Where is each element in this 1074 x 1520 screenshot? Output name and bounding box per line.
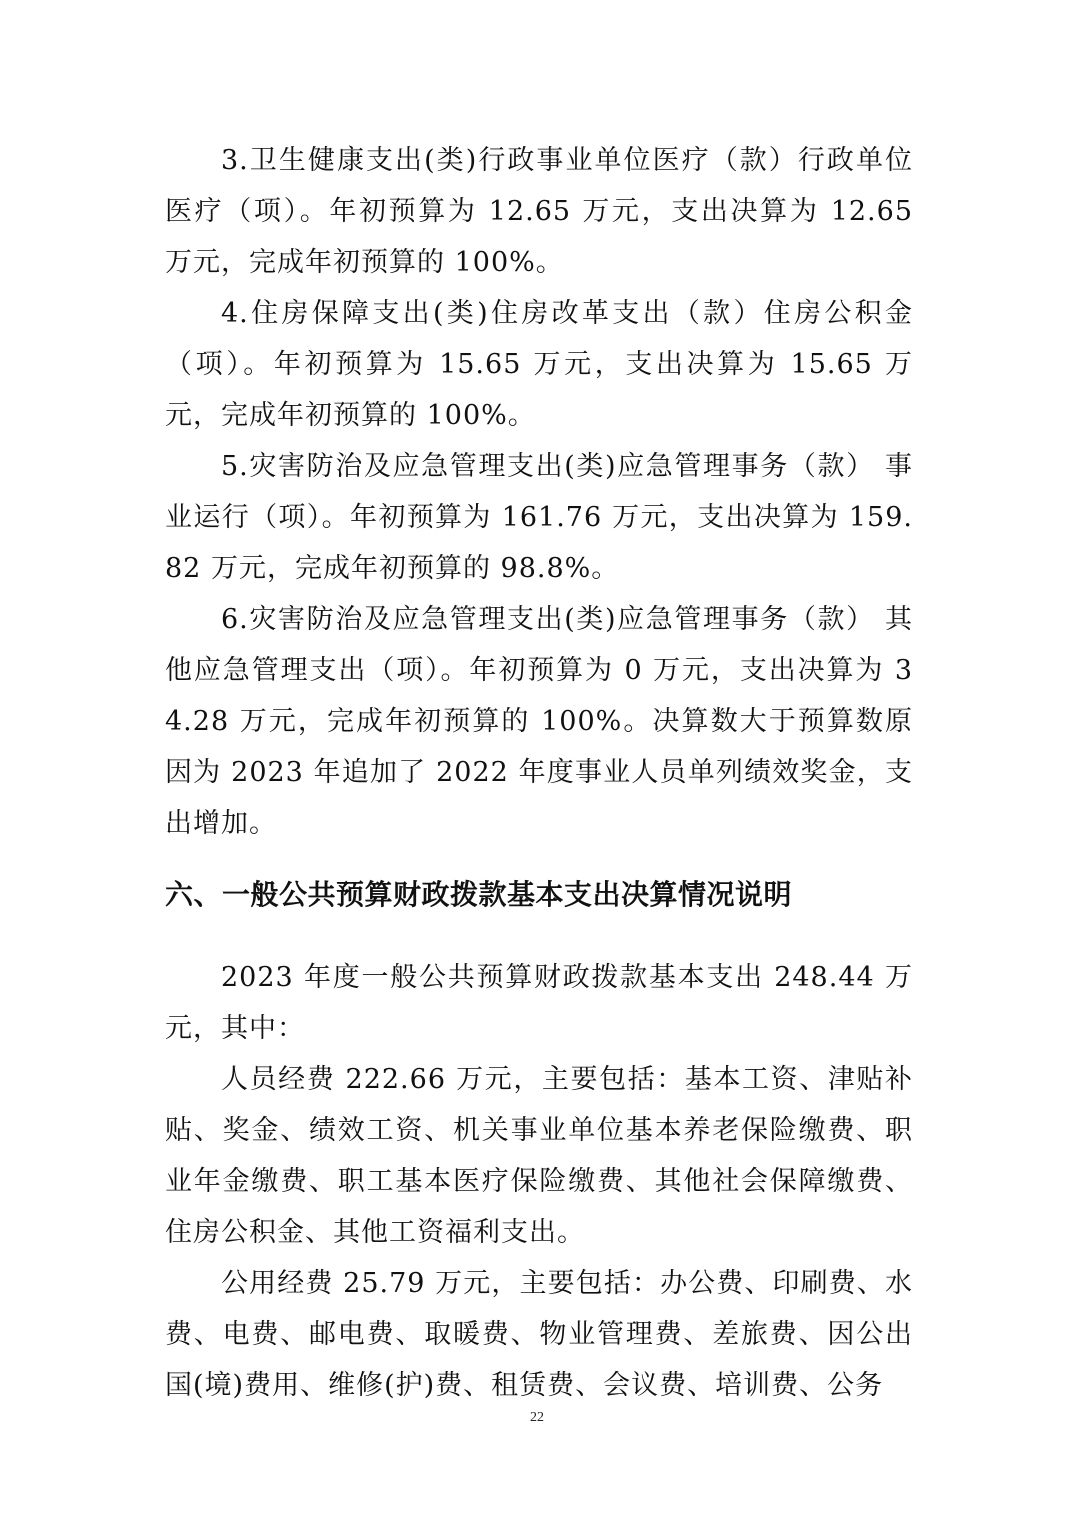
page-number: 22 — [530, 1410, 544, 1425]
paragraph-basic-expenditure: 2023 年度一般公共预算财政拨款基本支出 248.44 万元，其中： — [165, 962, 913, 1044]
paragraph-disaster-operation: 5.灾害防治及应急管理支出(类)应急管理事务（款） 事业运行（项）。年初预算为 161.76 万元，支出决算为 159.82 万元，完成年初预算的 98.8%。 — [165, 451, 913, 584]
paragraph-housing-expenditure: 4.住房保障支出(类)住房改革支出（款）住房公积金（项）。年初预算为 15.65 万元，支出决算为 15.65 万元，完成年初预算的 100%。 — [165, 298, 913, 431]
paragraph-personnel-expenses: 人员经费 222.66 万元，主要包括：基本工资、津贴补贴、奖金、绩效工资、机关事业单位基本养老保险缴费、职业年金缴费、职工基本医疗保险缴费、其他社会保障缴费、住房公积金、其他工资福利支出。 — [165, 1064, 913, 1248]
section-heading: 六、一般公共预算财政拨款基本支出决算情况说明 — [165, 878, 793, 911]
document-body — [165, 135, 913, 1411]
paragraph-health-expenditure: 3.卫生健康支出(类)行政事业单位医疗（款）行政单位医疗（项）。年初预算为 12.65 万元，支出决算为 12.65 万元，完成年初预算的 100%。 — [165, 145, 913, 278]
paragraph-public-expenses: 公用经费 25.79 万元，主要包括：办公费、印刷费、水费、电费、邮电费、取暖费、物业管理费、差旅费、因公出国(境)费用、维修(护)费、租赁费、会议费、培训费、公务 — [165, 1268, 913, 1401]
paragraph-disaster-other: 6.灾害防治及应急管理支出(类)应急管理事务（款） 其他应急管理支出（项）。年初预算为 0 万元，支出决算为 34.28 万元，完成年初预算的 100%。决算数大于预算数原因为 2023 年追加了 2022 年度事业人员单列绩效奖金，支出增加。 — [165, 604, 913, 839]
